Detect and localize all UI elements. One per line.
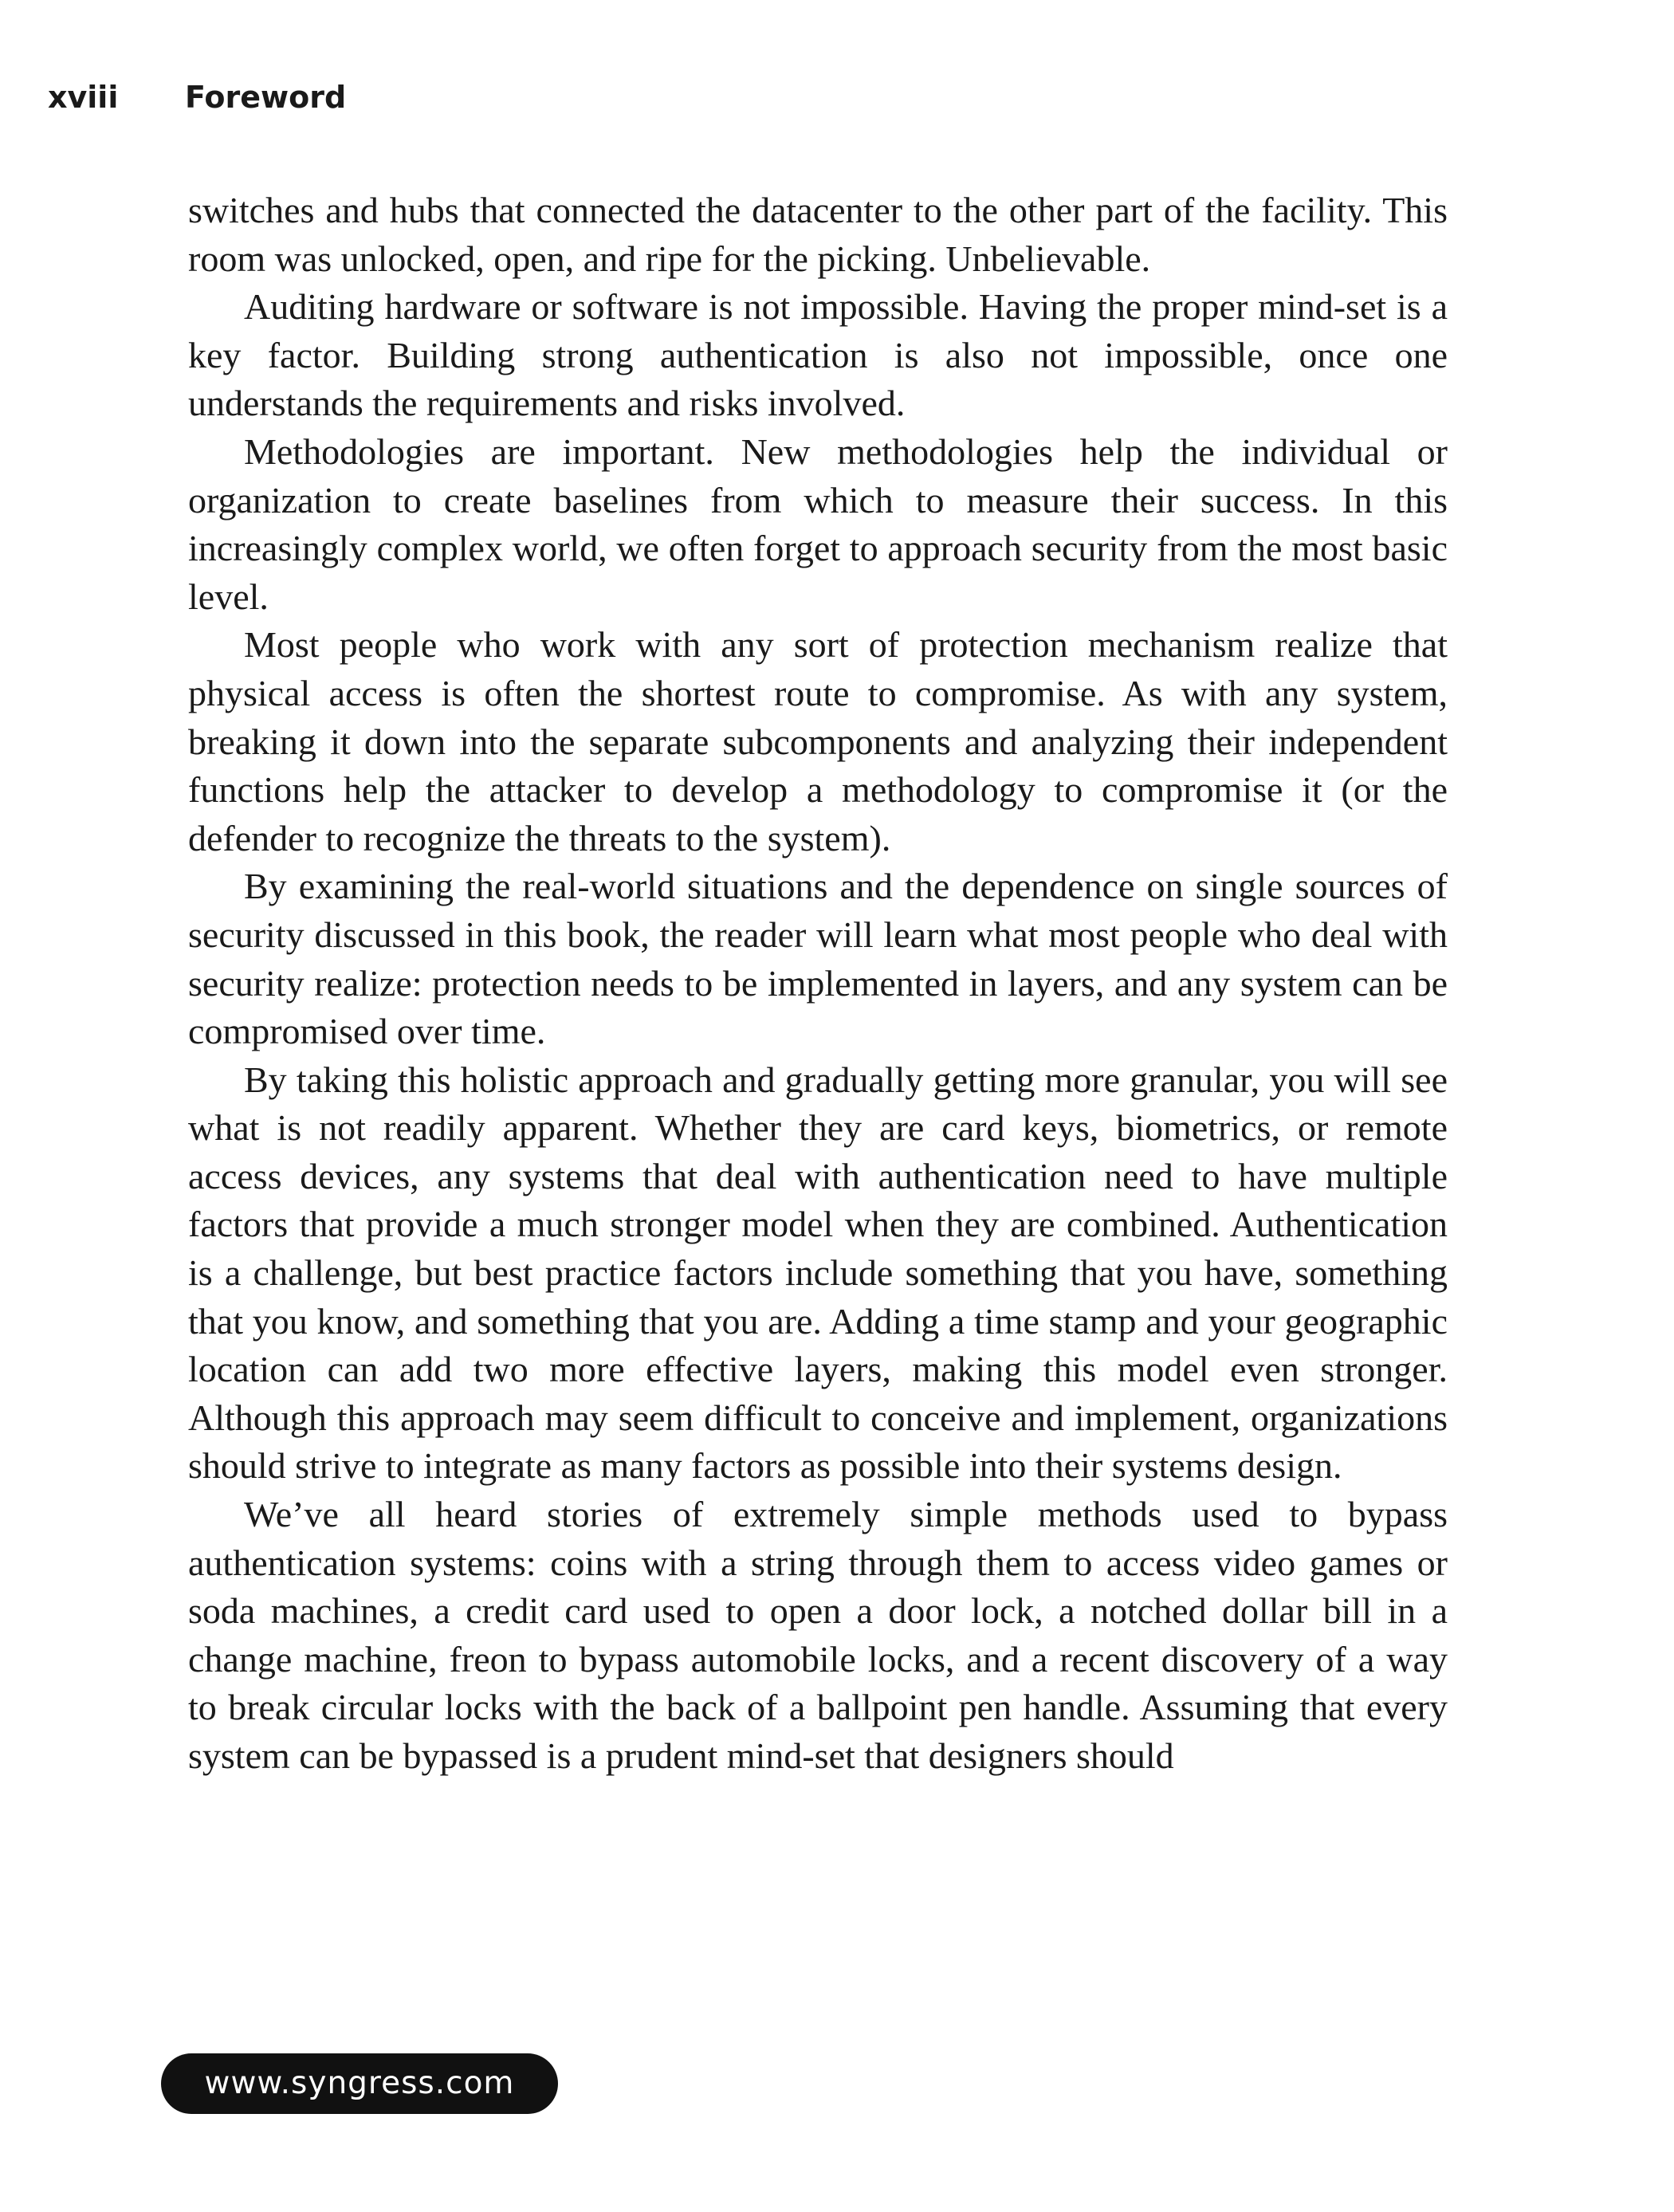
paragraph: switches and hubs that connected the datacenter to the other part of the facility. This room was unlocked, open, and ripe for the picking. Unbelievable. <box>188 190 1448 279</box>
paragraph: By examining the real-world situations and the dependence on single sources of security discussed in this book, the reader will learn what most people who deal with security realize: protection needs to be implemented in layers, and any system can be compromised over time. <box>188 866 1448 1052</box>
paragraph: By taking this holistic approach and gradually getting more granular, you will see what is not readily apparent. Whether they are card keys, biometrics, or remote access devices, any systems that deal with authentication need to have multiple factors that provide a much stronger model when they are combined. Authentication is a challenge, but best practice factors include something that you have, something that you know, and something that you are. Adding a time stamp and your geographic location can add two more effective layers, making this model even stronger. Although this approach may seem difficult to conceive and implement, organizations should strive to integrate as many factors as possible into their systems design. <box>188 1059 1448 1487</box>
paragraph: Auditing hardware or software is not impossible. Having the proper mind-set is a key factor. Building strong authentication is also not impossible, once one understands the requirements and risks involved. <box>188 286 1448 424</box>
section-title: Foreword <box>185 80 347 115</box>
paragraph: Most people who work with any sort of protection mechanism realize that physical access is often the shortest route to compromise. As with any system, breaking it down into the separate subcomponents and analyzing their independent functions help the attacker to develop a methodology to compromise it (or the defender to recognize the threats to the system). <box>188 624 1448 858</box>
paragraph: We’ve all heard stories of extremely simple methods used to bypass authentication systems: coins with a string through them to access video games or soda machines, a credit card used to open a door lock, a notched dollar bill in a change machine, freon to bypass automobile locks, and a recent discovery of a way to break circular locks with the back of a ballpoint pen handle. Assuming that every system can be bypassed is a prudent mind-set that designers should <box>188 1494 1448 1776</box>
running-head <box>48 80 346 115</box>
body-text <box>188 187 1448 1781</box>
publisher-url-badge: www.syngress.com <box>161 2053 558 2114</box>
paragraph: Methodologies are important. New methodologies help the individual or organization to create baselines from which to measure their success. In this increasingly complex world, we often forget to approach security from the most basic level. <box>188 430 1448 617</box>
page-number: xviii <box>48 80 119 115</box>
